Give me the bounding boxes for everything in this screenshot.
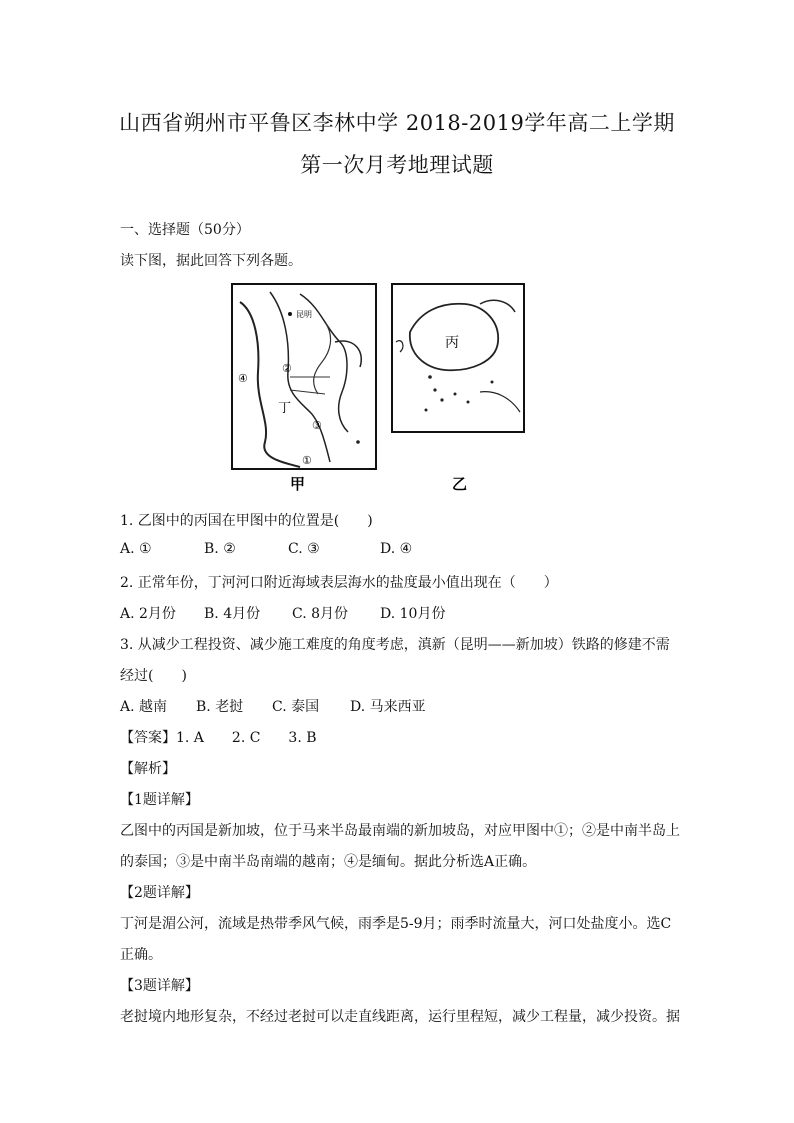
map-jia-circle-3: ③ xyxy=(312,419,322,432)
question-2-options xyxy=(120,603,445,623)
q1-option-b: B. ② xyxy=(204,541,236,557)
map-yi-coast-west xyxy=(396,341,403,352)
q3-option-a: A. 越南 xyxy=(120,699,168,715)
q3-option-d: D. 马来西亚 xyxy=(350,699,426,715)
map-jia-circle-1: ① xyxy=(302,454,312,467)
q2-option-b: B. 4月份 xyxy=(204,606,261,622)
q1-analysis-line-1: 乙图中的丙国是新加坡，位于马来半岛最南端的新加坡岛，对应甲图中①；②是中南半岛上 xyxy=(120,823,680,839)
map-jia-coast-west xyxy=(240,302,300,467)
title-line-2: 第一次月考地理试题 xyxy=(300,153,494,177)
map-jia-caption: 甲 xyxy=(290,475,306,492)
map-yi-caption: 乙 xyxy=(452,475,468,492)
section-intro: 读下图，据此回答下列各题。 xyxy=(120,253,302,269)
map-jia-river xyxy=(314,322,331,394)
answer-line: 【答案】1. A 2. C 3. B xyxy=(120,730,317,746)
q2-option-d: D. 10月份 xyxy=(380,606,446,622)
map-jia-circle-2: ② xyxy=(282,362,292,375)
map-figure-svg xyxy=(230,282,530,492)
analysis-heading: 【解析】 xyxy=(120,761,176,777)
map-jia-inner-lines xyxy=(290,377,330,394)
q1-option-c: C. ③ xyxy=(288,541,320,557)
map-jia-coast-east xyxy=(335,341,361,367)
map-yi-frame xyxy=(392,284,524,432)
q2-analysis-line-1: 丁河是湄公河，流域是热带季风气候，雨季是5-9月；雨季时流量大，河口处盐度小。选C xyxy=(120,916,672,932)
q1-analysis-heading: 【1题详解】 xyxy=(120,792,199,808)
question-3-options xyxy=(120,696,426,716)
q1-option-d: D. ④ xyxy=(380,541,413,557)
map-jia-island xyxy=(356,440,360,444)
question-3-stem-line-1: 3. 从减少工程投资、减少施工难度的角度考虑，滇新（昆明——新加坡）铁路的修建不需 xyxy=(120,637,670,653)
question-1-options xyxy=(120,541,412,557)
map-figure xyxy=(230,282,530,492)
map-yi-coast-north xyxy=(480,300,515,312)
title-line-1: 山西省朔州市平鲁区李林中学 2018-2019学年高二上学期 xyxy=(119,111,675,135)
q1-analysis-line-2: 的泰国；③是中南半岛南端的越南；④是缅甸。据此分析选A正确。 xyxy=(120,854,537,870)
q2-option-c: C. 8月份 xyxy=(292,606,349,622)
map-jia-kunming-dot xyxy=(288,312,292,316)
map-jia-circle-4: ④ xyxy=(238,372,248,385)
question-2-stem: 2. 正常年份，丁河河口附近海域表层海水的盐度最小值出现在（ ） xyxy=(120,575,558,591)
question-1-stem: 1. 乙图中的丙国在甲图中的位置是( ) xyxy=(120,513,373,529)
map-yi-coast-south xyxy=(480,392,520,412)
q1-option-a: A. ① xyxy=(120,541,152,557)
q2-analysis-heading: 【2题详解】 xyxy=(120,885,199,901)
section-heading: 一、选择题（50分） xyxy=(120,222,250,238)
map-jia-ding-label: 丁 xyxy=(278,401,292,416)
map-yi-bing-label: 丙 xyxy=(445,335,459,351)
question-3-stem-line-2: 经过( ) xyxy=(120,668,187,684)
map-jia-kunming-label: 昆明 xyxy=(296,310,312,319)
q3-analysis-line-1: 老挝境内地形复杂，不经过老挝可以走直线距离，运行里程短，减少工程量，减少投资。据 xyxy=(120,1009,680,1025)
q2-option-a: A. 2月份 xyxy=(120,606,176,622)
q3-option-b: B. 老挝 xyxy=(196,699,244,715)
q3-analysis-heading: 【3题详解】 xyxy=(120,978,199,994)
q2-analysis-line-2: 正确。 xyxy=(120,947,162,963)
q3-option-c: C. 泰国 xyxy=(272,699,320,715)
